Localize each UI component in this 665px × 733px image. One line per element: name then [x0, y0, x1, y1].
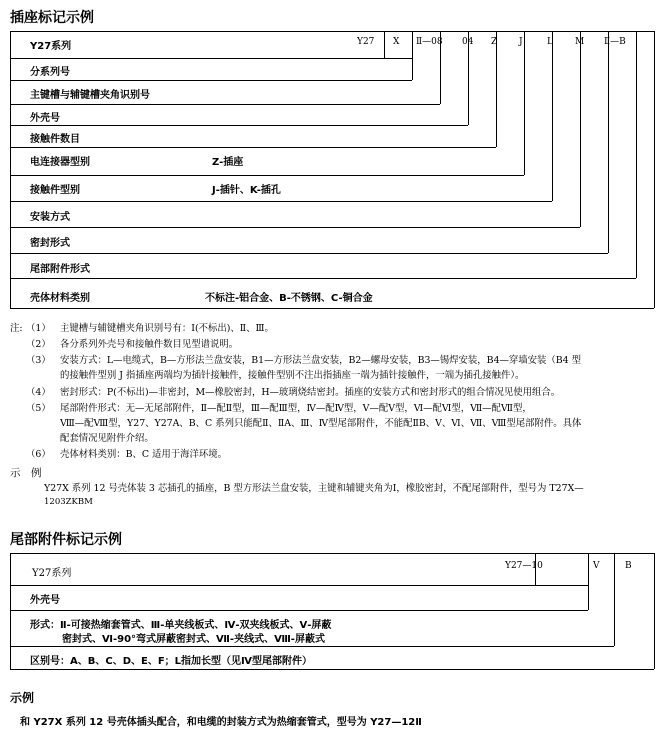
code-series-shell: Y27—10: [505, 561, 543, 571]
code-series: Y27: [357, 37, 375, 47]
row-label: 外壳号: [30, 113, 60, 124]
note-text: 配套情况见附件介绍。: [60, 433, 154, 444]
row-label: 安装方式: [30, 212, 70, 223]
row-label: 接触件数目: [30, 134, 80, 145]
row-label: 区别号：A、B、C、D、E、F；L指加长型（见Ⅳ型尾部附件）: [30, 656, 313, 667]
example2-title: 示例: [10, 691, 35, 705]
row-value: J-插针、K-插孔: [212, 185, 281, 196]
note-text: 密封形式：P(不标出)—非密封，M—橡胶密封，H—玻璃烧结密封。插座的安装方式和密封形式的组合情况见使用组合。: [60, 387, 561, 398]
row-label: 主键槽与辅键槽夹角识别号: [30, 90, 150, 101]
code-seal: M: [575, 37, 585, 47]
note-text: Ⅷ—配Ⅷ型，Y27、Y27A、B、C 系列只能配Ⅱ、ⅡA、Ⅲ、Ⅳ型尾部附件，不能配ⅡB、Ⅴ、Ⅵ、Ⅶ、Ⅷ型尾部附件。具体: [60, 418, 582, 429]
note-number: （1）: [26, 323, 51, 334]
code-distinction: B: [625, 561, 632, 571]
note-text: 的接触件型别 J 指插座两端均为插针接触件，接触件型别不注出指插座一端为插针接触件，一端为插孔接触件）。: [60, 370, 525, 381]
row-label: 壳体材料类别: [30, 293, 90, 304]
note-number: （3）: [26, 355, 51, 366]
row-label: Y27系列: [30, 41, 72, 52]
example1-title: 示 例: [10, 467, 42, 479]
row-label: 接触件型别: [30, 185, 80, 196]
note-text: 安装方式：L—电缆式，B—方形法兰盘安装，B1—方形法兰盘安装，B2—螺母安装，B3—锡焊安装，B4—穿墙安装（B4 型: [60, 355, 581, 366]
row-label: 分系列号: [30, 67, 70, 78]
code-mount: L: [547, 37, 553, 47]
row-label: 形式：Ⅱ-可接热缩套管式、Ⅲ-单夹线板式、Ⅳ-双夹线板式、Ⅴ-屏蔽: [30, 620, 332, 631]
code-angle-shell: Ⅱ—08: [416, 37, 443, 47]
section2-title: 尾部附件标记示例: [10, 532, 122, 548]
note-number: （4）: [26, 387, 51, 398]
note-number: （2）: [26, 339, 51, 350]
code-accessory-material: Ⅱ—B: [604, 37, 626, 47]
code-subseries: X: [393, 37, 400, 47]
code-contact-type: J: [519, 37, 523, 47]
row-label: 外壳号: [30, 595, 60, 606]
code-contacts: 04: [462, 37, 474, 47]
row-label: 电连接器型别: [30, 157, 90, 168]
example2-text: 和 Y27X 系列 12 号壳体插头配合，和电缆的封装方式为热缩套管式，型号为 Y27—12Ⅱ: [20, 717, 422, 728]
code-type: Z: [491, 37, 498, 47]
note-number: （6）: [26, 449, 51, 460]
row-value: 不标注-铝合金、B-不锈钢、C-铜合金: [205, 293, 373, 304]
row-label: 密封形式: [30, 238, 70, 249]
row-label: 尾部附件形式: [30, 264, 90, 275]
note-text: 各分系列外壳号和接触件数目见型谱说明。: [60, 339, 239, 350]
example1-text: Y27X 系列 12 号壳体装 3 芯插孔的插座，B 型方形法兰盘安装，主键和辅键夹角为Ⅰ，橡胶密封，不配尾部附件，型号为 T27X—: [44, 483, 584, 494]
row-value: Z-插座: [212, 157, 244, 168]
row-label: Y27系列: [32, 568, 72, 579]
code-form: V: [593, 561, 600, 571]
row-label: 密封式、Ⅵ-90°弯式屏蔽密封式、Ⅶ-夹线式、Ⅷ-屏蔽式: [62, 634, 325, 645]
notes-prefix: 注:: [10, 323, 23, 334]
note-text: 主键槽与辅键槽夹角识别号有：Ⅰ(不标出)、Ⅱ、Ⅲ。: [60, 323, 274, 334]
note-text: 尾部附件形式：无—无尾部附件，Ⅱ—配Ⅱ型，Ⅲ—配Ⅲ型，Ⅳ—配Ⅳ型，Ⅴ—配Ⅴ型，Ⅵ—配Ⅵ型，Ⅶ—配Ⅶ型，: [60, 403, 532, 414]
example1-text: 1203ZKBM: [44, 497, 93, 507]
section1-title: 插座标记示例: [10, 10, 94, 26]
note-text: 壳体材料类别：B、C 适用于海洋环境。: [60, 449, 228, 460]
note-number: （5）: [26, 403, 51, 414]
